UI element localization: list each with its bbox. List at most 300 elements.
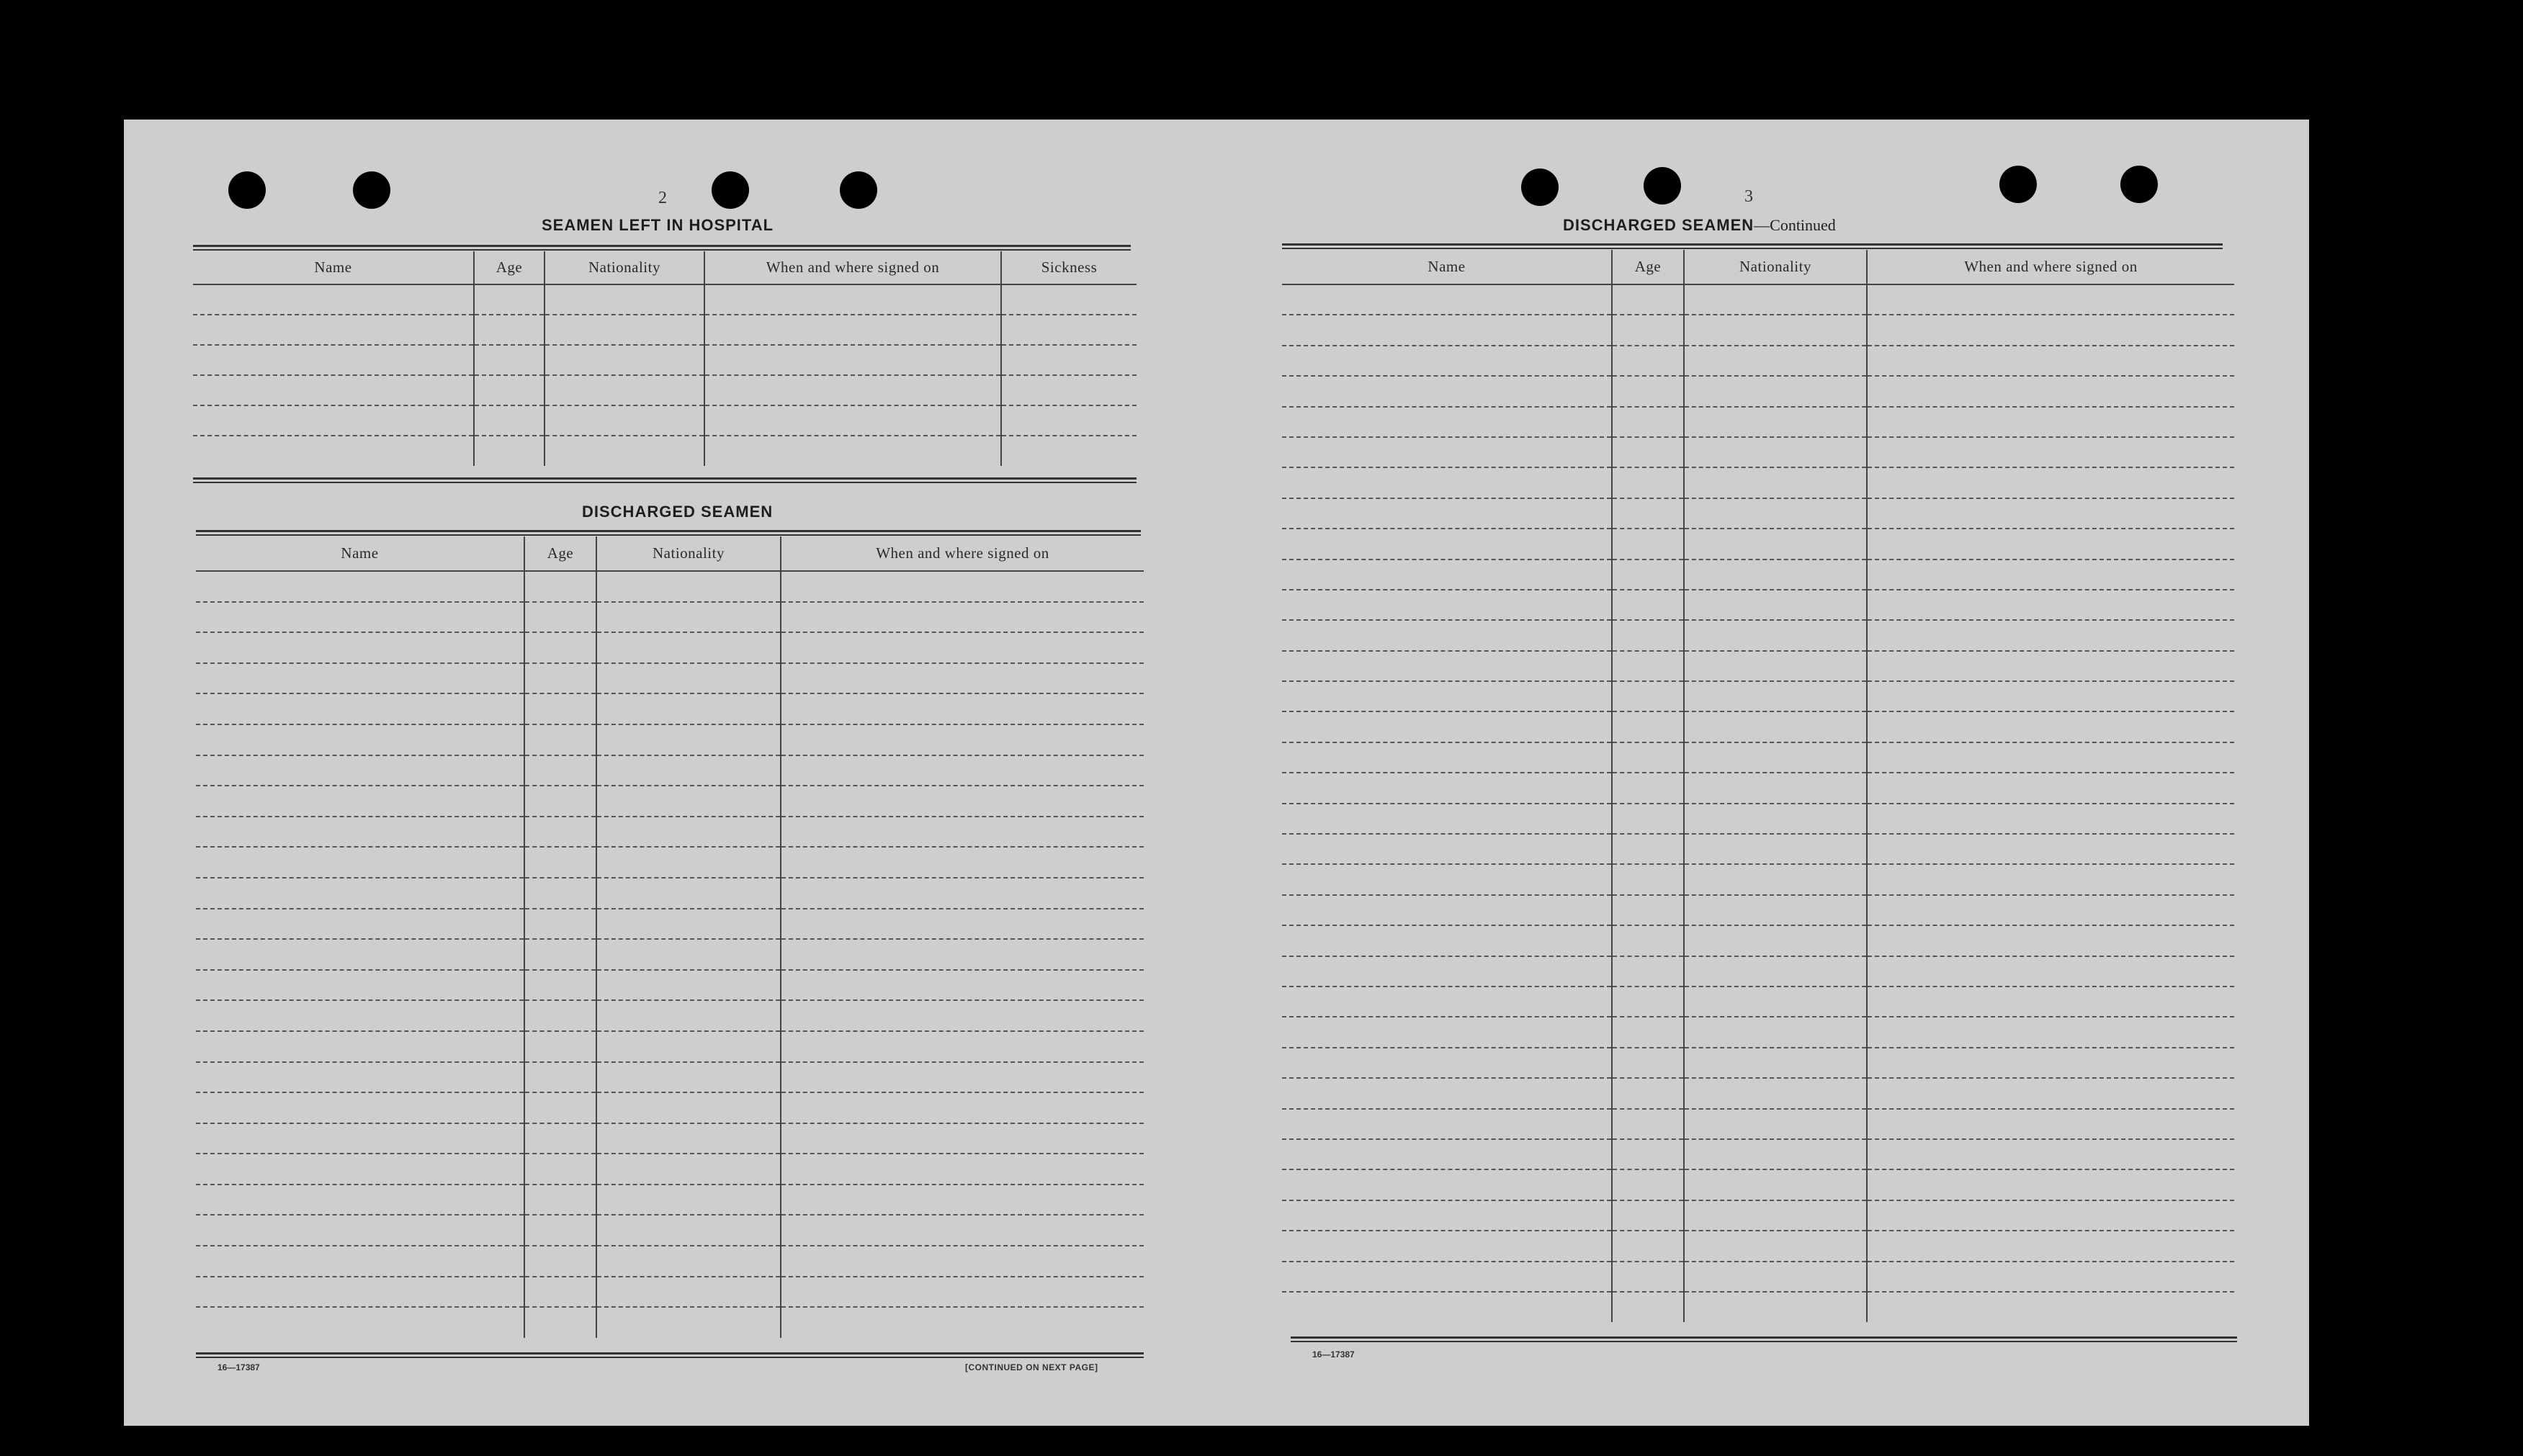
blank-cell bbox=[524, 571, 596, 602]
blank-cell bbox=[1612, 1139, 1684, 1169]
blank-cell bbox=[1612, 956, 1684, 987]
blank-cell bbox=[1684, 437, 1867, 467]
blank-cell bbox=[474, 436, 545, 466]
blank-cell bbox=[781, 1062, 1144, 1093]
blank-cell bbox=[1612, 529, 1684, 559]
table-row bbox=[1282, 1109, 2234, 1139]
blank-cell bbox=[196, 1185, 524, 1215]
blank-cell bbox=[474, 405, 545, 436]
blank-cell bbox=[524, 817, 596, 848]
blank-cell bbox=[781, 755, 1144, 786]
blank-cell bbox=[1867, 1109, 2234, 1139]
punch-hole bbox=[712, 171, 749, 209]
table-row bbox=[1282, 620, 2234, 650]
table-row bbox=[1282, 925, 2234, 956]
blank-cell bbox=[545, 284, 704, 315]
blank-cell bbox=[1612, 376, 1684, 406]
blank-cell bbox=[524, 786, 596, 817]
blank-cell bbox=[193, 345, 474, 375]
blank-cell bbox=[196, 1246, 524, 1277]
table-row bbox=[196, 1123, 1144, 1154]
blank-cell bbox=[524, 602, 596, 633]
blank-cell bbox=[1867, 651, 2234, 681]
blank-cell bbox=[1282, 711, 1612, 742]
blank-cell bbox=[704, 436, 1001, 466]
table-row bbox=[196, 571, 1144, 602]
blank-cell bbox=[1282, 467, 1612, 498]
section-title-discharged: DISCHARGED SEAMEN bbox=[582, 503, 774, 521]
punch-hole bbox=[1521, 168, 1559, 206]
blank-cell bbox=[1612, 1078, 1684, 1108]
continued-note: [CONTINUED ON NEXT PAGE] bbox=[965, 1362, 1098, 1372]
blank-cell bbox=[196, 1154, 524, 1185]
blank-cell bbox=[1282, 1017, 1612, 1047]
table-row bbox=[1282, 1231, 2234, 1261]
blank-cell bbox=[1612, 315, 1684, 345]
blank-cell bbox=[524, 909, 596, 940]
blank-cell bbox=[1282, 620, 1612, 650]
blank-cell bbox=[474, 375, 545, 405]
blank-cell bbox=[781, 1123, 1144, 1154]
blank-cell bbox=[596, 1307, 781, 1338]
blank-cell bbox=[1282, 742, 1612, 773]
form-code: 16—17387 bbox=[1312, 1349, 1355, 1360]
blank-cell bbox=[196, 1062, 524, 1093]
blank-cell bbox=[1867, 467, 2234, 498]
blank-cell bbox=[1867, 773, 2234, 803]
blank-cell bbox=[781, 817, 1144, 848]
table-row bbox=[1282, 560, 2234, 590]
blank-cell bbox=[1684, 590, 1867, 620]
blank-cell bbox=[474, 345, 545, 375]
column-header: When and where signed on bbox=[704, 251, 1001, 284]
blank-cell bbox=[1001, 315, 1137, 345]
blank-cell bbox=[196, 693, 524, 724]
blank-cell bbox=[1867, 1078, 2234, 1108]
column-header: Nationality bbox=[596, 536, 781, 571]
table-row bbox=[193, 284, 1137, 315]
page-number: 3 bbox=[1744, 187, 1753, 206]
blank-cell bbox=[1867, 1139, 2234, 1169]
blank-cell bbox=[196, 1215, 524, 1246]
table-row bbox=[196, 1277, 1144, 1308]
blank-cell bbox=[1684, 681, 1867, 711]
blank-cell bbox=[1684, 834, 1867, 864]
blank-cell bbox=[524, 755, 596, 786]
table-row bbox=[1282, 1048, 2234, 1078]
blank-cell bbox=[193, 284, 474, 315]
blank-cell bbox=[524, 1062, 596, 1093]
blank-cell bbox=[596, 817, 781, 848]
discharged-table bbox=[196, 536, 1144, 1338]
blank-cell bbox=[781, 970, 1144, 1001]
table-row bbox=[196, 755, 1144, 786]
table-row bbox=[196, 1000, 1144, 1031]
blank-cell bbox=[524, 1154, 596, 1185]
blank-cell bbox=[1684, 987, 1867, 1017]
blank-cell bbox=[1684, 284, 1867, 315]
blank-cell bbox=[781, 1185, 1144, 1215]
blank-cell bbox=[1282, 651, 1612, 681]
blank-cell bbox=[1867, 925, 2234, 956]
blank-cell bbox=[1867, 346, 2234, 376]
blank-cell bbox=[1282, 560, 1612, 590]
blank-cell bbox=[193, 405, 474, 436]
blank-cell bbox=[196, 571, 524, 602]
blank-cell bbox=[524, 693, 596, 724]
blank-cell bbox=[193, 315, 474, 345]
blank-cell bbox=[1612, 498, 1684, 529]
blank-cell bbox=[196, 970, 524, 1001]
blank-cell bbox=[596, 909, 781, 940]
blank-cell bbox=[196, 786, 524, 817]
blank-cell bbox=[781, 1246, 1144, 1277]
blank-cell bbox=[1612, 407, 1684, 437]
blank-cell bbox=[524, 663, 596, 694]
blank-cell bbox=[596, 1000, 781, 1031]
table-row bbox=[1282, 498, 2234, 529]
table-row bbox=[1282, 864, 2234, 894]
blank-cell bbox=[1867, 681, 2234, 711]
blank-cell bbox=[196, 663, 524, 694]
blank-cell bbox=[545, 375, 704, 405]
table-row bbox=[196, 878, 1144, 909]
title-suffix: —Continued bbox=[1754, 216, 1836, 234]
blank-cell bbox=[1612, 1292, 1684, 1322]
table-row bbox=[1282, 1262, 2234, 1292]
table-row bbox=[196, 786, 1144, 817]
column-header: Sickness bbox=[1001, 251, 1137, 284]
column-header: When and where signed on bbox=[781, 536, 1144, 571]
blank-cell bbox=[1684, 376, 1867, 406]
table-row bbox=[193, 436, 1137, 466]
blank-cell bbox=[1612, 1169, 1684, 1200]
table-row bbox=[1282, 1169, 2234, 1200]
table-row bbox=[193, 375, 1137, 405]
table-row bbox=[196, 817, 1144, 848]
blank-cell bbox=[1282, 376, 1612, 406]
blank-cell bbox=[781, 571, 1144, 602]
blank-cell bbox=[1867, 895, 2234, 925]
blank-cell bbox=[1867, 864, 2234, 894]
blank-cell bbox=[1612, 804, 1684, 834]
blank-cell bbox=[1282, 773, 1612, 803]
blank-cell bbox=[1612, 590, 1684, 620]
table-row bbox=[196, 1185, 1144, 1215]
blank-cell bbox=[1612, 560, 1684, 590]
blank-cell bbox=[1867, 1048, 2234, 1078]
blank-cell bbox=[1684, 315, 1867, 345]
blank-cell bbox=[596, 755, 781, 786]
column-header: Nationality bbox=[545, 251, 704, 284]
blank-cell bbox=[1684, 711, 1867, 742]
blank-cell bbox=[196, 878, 524, 909]
blank-cell bbox=[1867, 804, 2234, 834]
blank-cell bbox=[474, 284, 545, 315]
blank-cell bbox=[1282, 1048, 1612, 1078]
table-row bbox=[196, 632, 1144, 663]
blank-cell bbox=[524, 1031, 596, 1062]
blank-cell bbox=[1867, 560, 2234, 590]
blank-cell bbox=[1867, 1169, 2234, 1200]
blank-cell bbox=[1684, 467, 1867, 498]
blank-cell bbox=[596, 786, 781, 817]
column-header: Name bbox=[193, 251, 474, 284]
blank-cell bbox=[781, 1307, 1144, 1338]
table-row bbox=[196, 1031, 1144, 1062]
blank-cell bbox=[596, 632, 781, 663]
blank-cell bbox=[1282, 681, 1612, 711]
blank-cell bbox=[1612, 437, 1684, 467]
blank-cell bbox=[781, 847, 1144, 878]
blank-cell bbox=[524, 1215, 596, 1246]
blank-cell bbox=[545, 436, 704, 466]
blank-cell bbox=[1867, 1017, 2234, 1047]
blank-cell bbox=[1867, 590, 2234, 620]
blank-cell bbox=[524, 1185, 596, 1215]
blank-cell bbox=[1867, 498, 2234, 529]
blank-cell bbox=[545, 315, 704, 345]
blank-cell bbox=[1282, 956, 1612, 987]
blank-cell bbox=[1282, 1200, 1612, 1231]
blank-cell bbox=[196, 1277, 524, 1308]
table-row bbox=[1282, 1292, 2234, 1322]
hospital-table bbox=[193, 251, 1137, 466]
blank-cell bbox=[1612, 1017, 1684, 1047]
blank-cell bbox=[1612, 773, 1684, 803]
punch-hole bbox=[1999, 166, 2037, 203]
title-rule bbox=[193, 245, 1131, 251]
blank-cell bbox=[1684, 1262, 1867, 1292]
column-header: Name bbox=[1282, 250, 1612, 284]
blank-cell bbox=[196, 847, 524, 878]
blank-cell bbox=[1612, 1109, 1684, 1139]
blank-cell bbox=[1282, 437, 1612, 467]
blank-cell bbox=[524, 939, 596, 970]
blank-cell bbox=[196, 1000, 524, 1031]
blank-cell bbox=[1612, 834, 1684, 864]
blank-cell bbox=[524, 1000, 596, 1031]
blank-cell bbox=[1867, 620, 2234, 650]
blank-cell bbox=[1684, 1017, 1867, 1047]
blank-cell bbox=[1684, 1200, 1867, 1231]
blank-cell bbox=[1684, 346, 1867, 376]
blank-cell bbox=[1684, 498, 1867, 529]
blank-cell bbox=[1282, 1109, 1612, 1139]
blank-cell bbox=[781, 602, 1144, 633]
blank-cell bbox=[1001, 375, 1137, 405]
column-header: Age bbox=[474, 251, 545, 284]
title-text: DISCHARGED SEAMEN bbox=[1563, 216, 1755, 234]
table-row bbox=[196, 1092, 1144, 1123]
blank-cell bbox=[1684, 895, 1867, 925]
blank-cell bbox=[1612, 711, 1684, 742]
blank-cell bbox=[1867, 834, 2234, 864]
blank-cell bbox=[1282, 284, 1612, 315]
punch-hole bbox=[2120, 166, 2158, 203]
blank-cell bbox=[196, 602, 524, 633]
table-row bbox=[1282, 1139, 2234, 1169]
blank-cell bbox=[1684, 804, 1867, 834]
table-row bbox=[1282, 437, 2234, 467]
table-row bbox=[1282, 407, 2234, 437]
blank-cell bbox=[596, 847, 781, 878]
blank-cell bbox=[1867, 284, 2234, 315]
table-row bbox=[196, 693, 1144, 724]
table-row bbox=[196, 724, 1144, 755]
blank-cell bbox=[1282, 346, 1612, 376]
blank-cell bbox=[1282, 315, 1612, 345]
blank-cell bbox=[781, 693, 1144, 724]
blank-cell bbox=[1282, 804, 1612, 834]
blank-cell bbox=[596, 693, 781, 724]
column-header: Age bbox=[524, 536, 596, 571]
blank-cell bbox=[1684, 407, 1867, 437]
blank-cell bbox=[596, 1215, 781, 1246]
table-row bbox=[196, 1215, 1144, 1246]
blank-cell bbox=[1684, 1139, 1867, 1169]
blank-cell bbox=[781, 878, 1144, 909]
blank-cell bbox=[1867, 1292, 2234, 1322]
blank-cell bbox=[1684, 560, 1867, 590]
blank-cell bbox=[1282, 895, 1612, 925]
blank-cell bbox=[596, 1277, 781, 1308]
blank-cell bbox=[1684, 1078, 1867, 1108]
blank-cell bbox=[596, 1062, 781, 1093]
section-title-discharged-continued bbox=[1563, 216, 1836, 235]
blank-cell bbox=[1282, 1139, 1612, 1169]
blank-cell bbox=[524, 1277, 596, 1308]
table-row bbox=[1282, 834, 2234, 864]
blank-cell bbox=[596, 571, 781, 602]
blank-cell bbox=[1684, 1292, 1867, 1322]
table-row bbox=[193, 315, 1137, 345]
blank-cell bbox=[1282, 1262, 1612, 1292]
blank-cell bbox=[196, 909, 524, 940]
blank-cell bbox=[1612, 1200, 1684, 1231]
table-row bbox=[1282, 711, 2234, 742]
blank-cell bbox=[1867, 376, 2234, 406]
blank-cell bbox=[196, 1031, 524, 1062]
section-title-hospital: SEAMEN LEFT IN HOSPITAL bbox=[542, 216, 774, 234]
blank-cell bbox=[545, 345, 704, 375]
blank-cell bbox=[1282, 529, 1612, 559]
blank-cell bbox=[1684, 651, 1867, 681]
blank-cell bbox=[524, 847, 596, 878]
blank-cell bbox=[196, 755, 524, 786]
table-bottom-rule bbox=[193, 477, 1137, 483]
blank-cell bbox=[1282, 834, 1612, 864]
blank-cell bbox=[1001, 436, 1137, 466]
blank-cell bbox=[1684, 529, 1867, 559]
blank-cell bbox=[1867, 956, 2234, 987]
column-header: Age bbox=[1612, 250, 1684, 284]
blank-cell bbox=[1684, 864, 1867, 894]
blank-cell bbox=[1001, 284, 1137, 315]
blank-cell bbox=[596, 1154, 781, 1185]
blank-cell bbox=[196, 817, 524, 848]
table-row bbox=[1282, 773, 2234, 803]
punch-hole bbox=[1644, 167, 1681, 205]
blank-cell bbox=[1684, 742, 1867, 773]
blank-cell bbox=[1612, 284, 1684, 315]
blank-cell bbox=[596, 663, 781, 694]
document-sheet bbox=[124, 120, 2309, 1426]
table-row bbox=[1282, 1200, 2234, 1231]
blank-cell bbox=[781, 909, 1144, 940]
table-row bbox=[196, 1154, 1144, 1185]
table-row bbox=[1282, 956, 2234, 987]
blank-cell bbox=[781, 663, 1144, 694]
blank-cell bbox=[704, 345, 1001, 375]
blank-cell bbox=[1867, 711, 2234, 742]
blank-cell bbox=[1282, 407, 1612, 437]
punch-hole bbox=[228, 171, 266, 209]
blank-cell bbox=[1684, 1048, 1867, 1078]
table-row bbox=[196, 970, 1144, 1001]
blank-cell bbox=[1612, 346, 1684, 376]
blank-cell bbox=[524, 724, 596, 755]
blank-cell bbox=[545, 405, 704, 436]
blank-cell bbox=[1684, 956, 1867, 987]
blank-cell bbox=[1612, 864, 1684, 894]
blank-cell bbox=[524, 1092, 596, 1123]
blank-cell bbox=[596, 878, 781, 909]
blank-cell bbox=[474, 315, 545, 345]
blank-cell bbox=[196, 939, 524, 970]
page-number: 2 bbox=[658, 189, 667, 207]
blank-cell bbox=[781, 1215, 1144, 1246]
table-row bbox=[1282, 1017, 2234, 1047]
blank-cell bbox=[596, 1123, 781, 1154]
blank-cell bbox=[1612, 1231, 1684, 1261]
blank-cell bbox=[781, 724, 1144, 755]
blank-cell bbox=[596, 970, 781, 1001]
table-row bbox=[1282, 804, 2234, 834]
column-header: Nationality bbox=[1684, 250, 1867, 284]
blank-cell bbox=[196, 1307, 524, 1338]
blank-cell bbox=[781, 1092, 1144, 1123]
table-row bbox=[1282, 467, 2234, 498]
blank-cell bbox=[1282, 1231, 1612, 1261]
blank-cell bbox=[1684, 1169, 1867, 1200]
blank-cell bbox=[524, 1307, 596, 1338]
blank-cell bbox=[524, 970, 596, 1001]
blank-cell bbox=[524, 1123, 596, 1154]
blank-cell bbox=[1282, 1078, 1612, 1108]
blank-cell bbox=[1684, 1231, 1867, 1261]
table-row bbox=[196, 1307, 1144, 1338]
blank-cell bbox=[524, 1246, 596, 1277]
blank-cell bbox=[781, 939, 1144, 970]
table-row bbox=[193, 345, 1137, 375]
blank-cell bbox=[196, 1123, 524, 1154]
blank-cell bbox=[1867, 315, 2234, 345]
blank-cell bbox=[193, 436, 474, 466]
title-rule bbox=[1282, 243, 2223, 249]
blank-cell bbox=[1282, 590, 1612, 620]
table-row bbox=[1282, 590, 2234, 620]
blank-cell bbox=[196, 632, 524, 663]
blank-cell bbox=[781, 632, 1144, 663]
table-row bbox=[1282, 742, 2234, 773]
blank-cell bbox=[781, 786, 1144, 817]
blank-cell bbox=[1684, 925, 1867, 956]
blank-cell bbox=[596, 1092, 781, 1123]
blank-cell bbox=[1612, 1048, 1684, 1078]
blank-cell bbox=[596, 724, 781, 755]
table-bottom-rule bbox=[196, 1352, 1144, 1358]
